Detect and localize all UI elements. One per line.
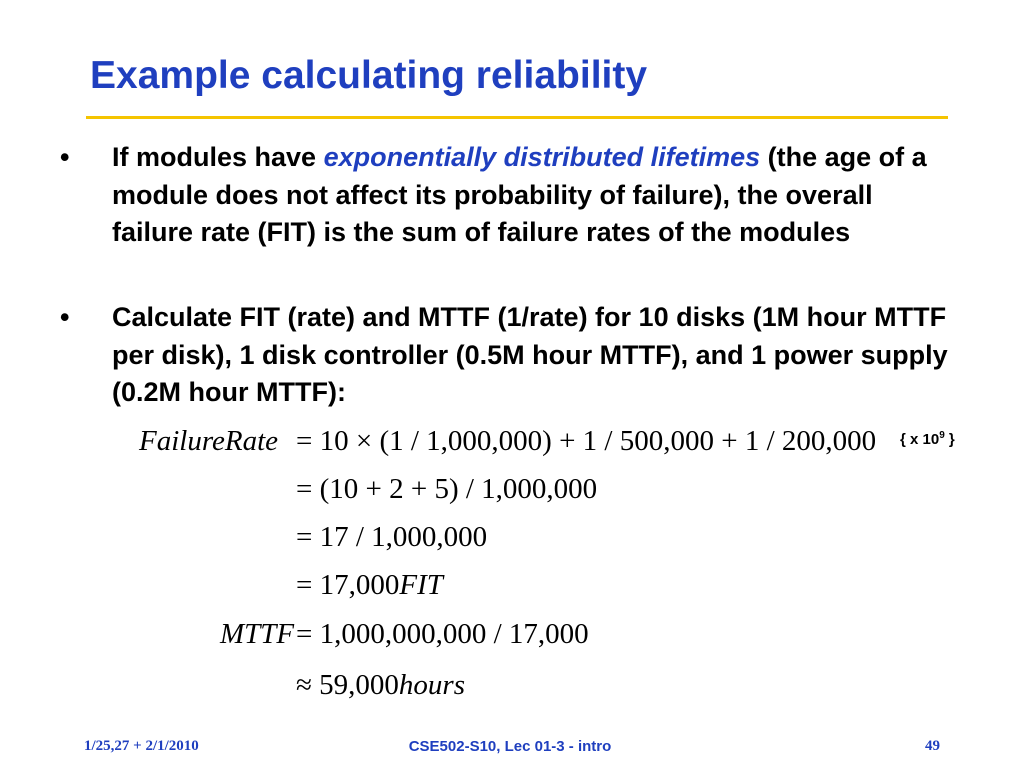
footer-course: CSE502-S10, Lec 01-3 - intro [408, 738, 612, 755]
equation-lhs-failure-rate: FailureRate [139, 425, 279, 457]
scale-note: { x $10^9$ } [900, 430, 955, 448]
title-underline [86, 116, 948, 119]
equation-rhs-1: = 10 × (1 / 1,000,000) + 1 / 500,000 + 1 / 200,000 [296, 425, 877, 457]
equation-value: = 17,000 [296, 569, 400, 601]
bullet-marker: • [60, 142, 70, 172]
equation-unit: hours [398, 669, 465, 701]
footer-date: 1/25,27 + 2/1/2010 [84, 738, 199, 754]
slide-title: Example calculating reliability [90, 54, 648, 97]
equation-rhs-2: = (10 + 2 + 5) / 1,000,000 [296, 473, 598, 505]
equation-rhs-5: = 1,000,000,000 / 17,000 [296, 618, 589, 650]
equation-rhs-4 [296, 571, 443, 600]
scale-note-exponent: 9 [939, 430, 945, 441]
bullet-marker: • [60, 302, 70, 332]
bullet-text-after: (the age of a module does not affect its probability of failure), the overall failure rate (FIT) is the sum of failure rates of the modules [112, 142, 927, 247]
equation-rhs-6 [296, 671, 465, 700]
bullet-emphasis: exponentially distributed lifetimes [323, 142, 761, 172]
bullet-text-before: If modules have [112, 142, 324, 172]
bullet-text: Calculate FIT (rate) and MTTF (1/rate) for 10 disks (1M hour MTTF per disk), 1 disk controller (0.5M hour MTTF), and 1 power supply (0.2M hour MTTF): [112, 302, 948, 407]
equation-rhs-3: = 17 / 1,000,000 [296, 521, 488, 553]
equation-unit: FIT [399, 569, 443, 601]
equation-value: ≈ 59,000 [296, 669, 399, 701]
equation-lhs-mttf: MTTF [220, 618, 295, 650]
footer-page-number: 49 [925, 738, 940, 754]
bullet-item-1 [60, 139, 958, 252]
bullet-item-2 [60, 299, 958, 412]
